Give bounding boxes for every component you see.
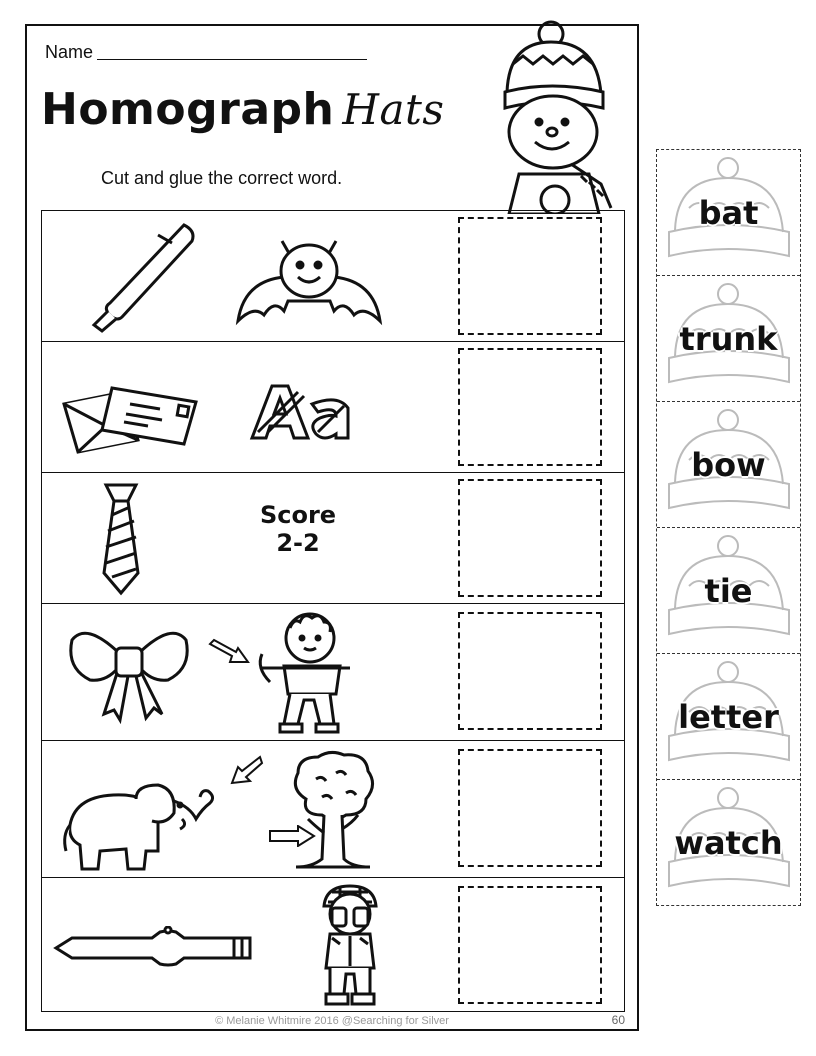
word-card[interactable] xyxy=(657,402,800,528)
glue-box[interactable] xyxy=(458,348,602,466)
word-card[interactable] xyxy=(657,276,800,402)
word-card-label: trunk xyxy=(679,320,778,358)
glue-box[interactable] xyxy=(458,886,602,1004)
score-value: 2-2 xyxy=(276,529,320,557)
word-card-label: bat xyxy=(698,194,759,232)
envelope-letter-icon xyxy=(60,368,205,456)
name-label: Name xyxy=(45,42,94,62)
word-card[interactable] xyxy=(657,528,800,654)
grid-row xyxy=(42,211,624,342)
answer-grid xyxy=(41,210,625,1012)
boy-winter-hat-icon xyxy=(489,14,639,214)
baseball-bat-icon xyxy=(88,221,198,333)
worksheet xyxy=(25,24,639,1031)
word-card[interactable] xyxy=(657,780,800,906)
name-field-label xyxy=(45,42,367,63)
cupid-bow-and-arrow-icon xyxy=(254,608,364,736)
bat-animal-icon xyxy=(234,229,384,329)
hair-bow-icon xyxy=(66,618,192,724)
page-number: 60 xyxy=(611,1013,625,1027)
wristwatch-icon xyxy=(52,926,262,970)
grid-row xyxy=(42,473,624,604)
title-script: Hats xyxy=(342,85,445,134)
word-card-label: tie xyxy=(704,572,753,610)
grid-row xyxy=(42,878,624,1013)
elephant-trunk-icon xyxy=(56,779,218,875)
title-bold: Homograph xyxy=(41,84,335,135)
word-card-label: letter xyxy=(678,698,779,736)
score-label: Score xyxy=(259,501,337,529)
alphabet-letter-icon xyxy=(248,382,358,442)
arrow-icon xyxy=(220,753,264,787)
grid-row xyxy=(42,741,624,878)
grid-row xyxy=(42,604,624,741)
child-watching-binoculars-icon xyxy=(310,882,390,1010)
word-card-label: watch xyxy=(674,824,783,862)
word-card[interactable] xyxy=(657,150,800,276)
word-card-label: bow xyxy=(691,446,766,484)
grid-row xyxy=(42,342,624,473)
word-card[interactable] xyxy=(657,654,800,780)
glue-box[interactable] xyxy=(458,479,602,597)
glue-box[interactable] xyxy=(458,749,602,867)
glue-box[interactable] xyxy=(458,217,602,335)
tree-trunk-icon xyxy=(286,749,380,875)
arrow-icon xyxy=(208,638,252,668)
page-title xyxy=(41,84,444,135)
instruction-text: Cut and glue the correct word. xyxy=(101,168,343,188)
score-text xyxy=(238,501,358,557)
copyright-footer: © Melanie Whitmire 2016 @Searching for Silver xyxy=(215,1015,449,1027)
necktie-icon xyxy=(96,481,146,597)
glue-box[interactable] xyxy=(458,612,602,730)
name-write-line[interactable] xyxy=(97,59,367,60)
word-card-strip xyxy=(656,149,801,906)
